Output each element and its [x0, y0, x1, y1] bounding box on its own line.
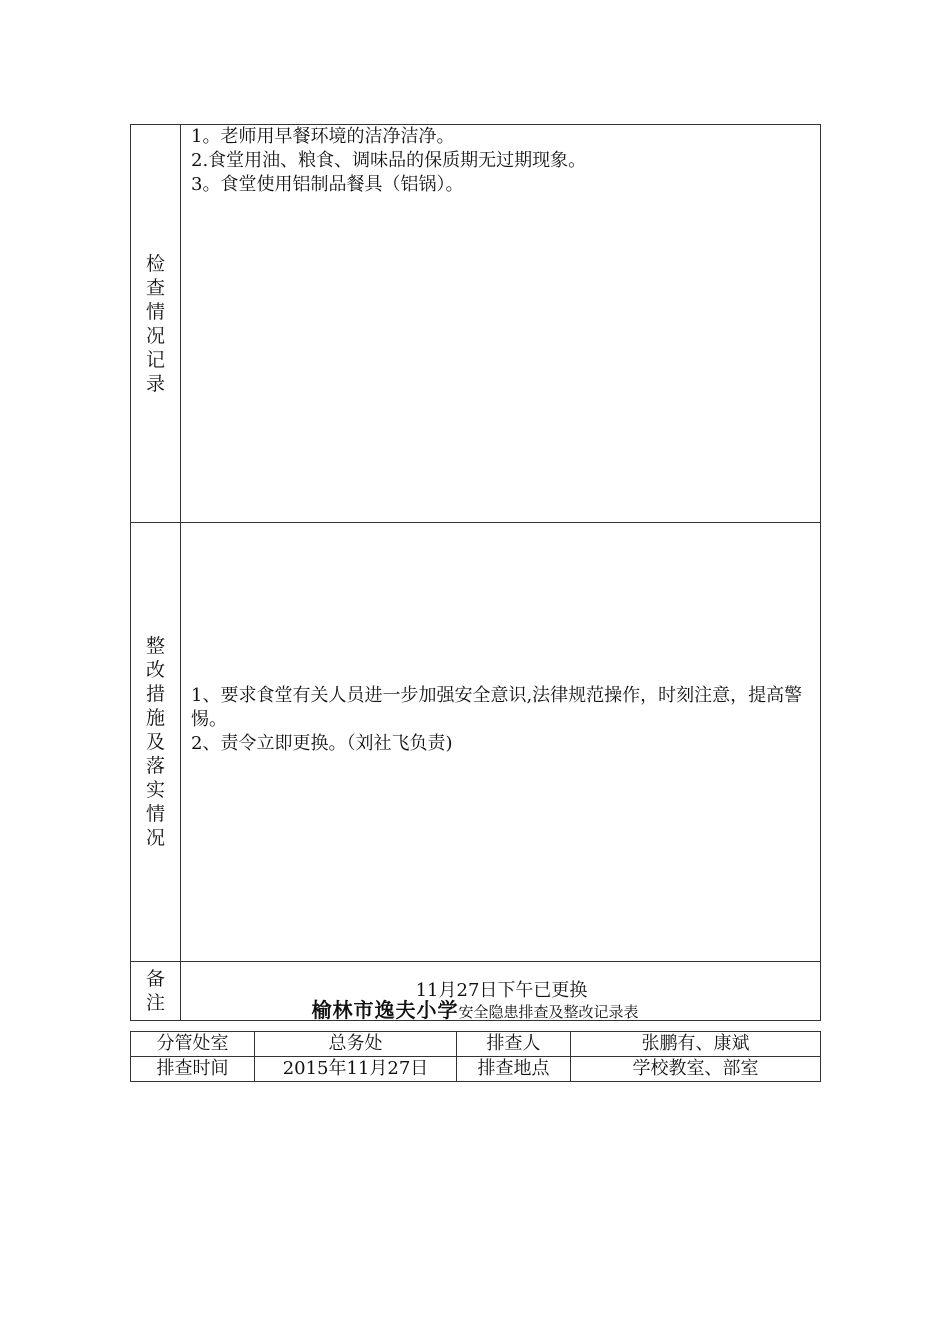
- dept-value: 总务处: [255, 1032, 457, 1057]
- form-title: [130, 994, 820, 1023]
- inspection-row: [131, 125, 821, 523]
- inspector-value: 张鹏有、康斌: [571, 1032, 821, 1057]
- remarks-text: 11月27日下午已更换: [415, 980, 588, 1001]
- school-name: 榆林市逸夫小学: [311, 998, 459, 1022]
- rectification-line-1: 1、要求食堂有关人员进一步加强安全意识,法律规范操作，时刻注意，提高警惕。: [191, 685, 803, 730]
- inspection-record-table: [130, 124, 821, 1021]
- dept-label: 分管处室: [131, 1032, 255, 1057]
- time-value: 2015年11月27日: [255, 1057, 457, 1082]
- place-label: 排查地点: [457, 1057, 571, 1082]
- rectification-line-2: 2、责令立即更换。（刘社飞负责): [191, 733, 453, 754]
- inspector-label: 排查人: [457, 1032, 571, 1057]
- remarks-label: 备注: [145, 968, 165, 1014]
- info-table: [130, 1031, 821, 1082]
- info-row-1: [131, 1032, 821, 1057]
- inspection-content-cell: [181, 125, 821, 523]
- rectification-content-cell: [181, 523, 821, 962]
- form-name: 安全隐患排查及整改记录表: [458, 1003, 639, 1021]
- inspection-label-cell: [131, 125, 181, 523]
- inspection-line-1: 1。老师用早餐环境的洁净洁净。: [191, 126, 455, 147]
- place-value: 学校教室、部室: [571, 1057, 821, 1082]
- rectification-label: 整改措施及落实情况: [145, 635, 165, 849]
- inspection-line-2: 2.食堂用油、粮食、调味品的保质期无过期现象。: [191, 150, 587, 171]
- rectification-label-cell: [131, 523, 181, 962]
- inspection-line-3: 3。食堂使用铝制品餐具（铝锅）。: [191, 174, 464, 195]
- rectification-row: [131, 523, 821, 962]
- inspection-label: 检查情况记录: [145, 252, 165, 395]
- time-label: 排查时间: [131, 1057, 255, 1082]
- info-row-2: [131, 1057, 821, 1082]
